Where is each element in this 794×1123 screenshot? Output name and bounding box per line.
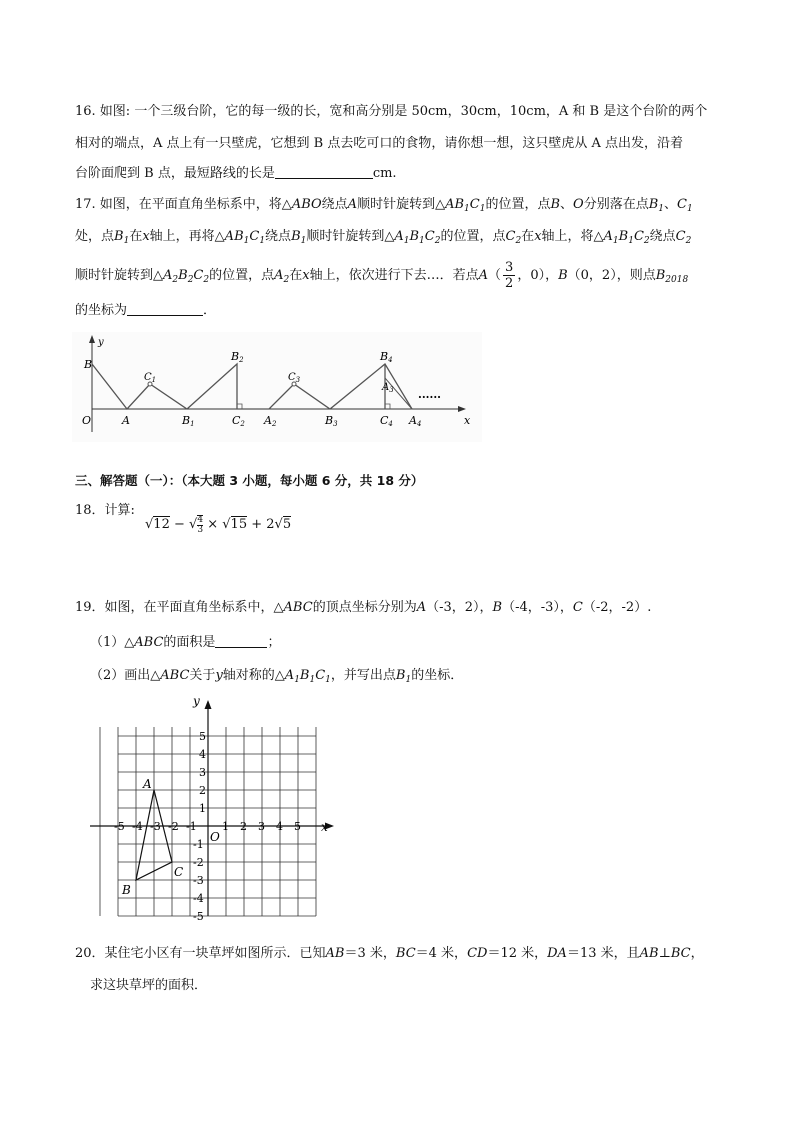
fig17-label-c3: $C_3$ bbox=[288, 372, 301, 384]
q19-text: 的坐标． bbox=[411, 668, 464, 683]
q17-math: $AB_1C_1$ bbox=[445, 197, 486, 214]
q17-math: x bbox=[142, 229, 150, 244]
sqrt-sign: √ bbox=[274, 517, 283, 532]
y-tick-label: 3 bbox=[199, 766, 206, 779]
q19-math: C bbox=[572, 600, 583, 615]
fig17-label-b3: B3 bbox=[325, 414, 338, 428]
q17-math: $C_1$ bbox=[677, 197, 693, 214]
q17-text: 的位置，点 bbox=[440, 229, 506, 244]
fig17-label-c2: C2 bbox=[232, 414, 245, 428]
q18-minus: − bbox=[173, 517, 185, 532]
q17-text: 的位置，点 bbox=[485, 197, 551, 212]
q19-math: $A_1B_1C_1$ bbox=[284, 668, 331, 685]
q17-math: B bbox=[550, 197, 561, 212]
fig17-label-o: O bbox=[82, 414, 92, 427]
q17-text: 绕点 bbox=[265, 229, 292, 244]
q19-coordinate-grid bbox=[90, 698, 340, 920]
q17-line1 bbox=[75, 197, 693, 213]
q17-text: 17. 如图，在平面直角坐标系中，将△ bbox=[75, 197, 292, 212]
y-tick-label: -3 bbox=[193, 874, 204, 887]
fig17-label-a3: $A_3$ bbox=[382, 382, 394, 394]
section3-heading: 三、解答题（一）：（本大题 3 小题，每小题 6 分，共 18 分） bbox=[75, 473, 424, 488]
q17-text: ，0）， bbox=[517, 268, 559, 283]
q17-fraction: $\frac{3}{2}$ bbox=[505, 260, 514, 291]
q19-text: （1）△ bbox=[90, 635, 135, 650]
q19-text: 19．如图，在平面直角坐标系中，△ bbox=[75, 600, 284, 615]
q20-math: DA bbox=[547, 946, 567, 961]
q19-math: A bbox=[416, 600, 427, 615]
q17-text: 顺时针旋转到△ bbox=[357, 197, 446, 212]
point-label-b: B bbox=[122, 883, 131, 897]
q19-math: $B_1$ bbox=[395, 668, 412, 685]
q19-answer-blank bbox=[215, 634, 267, 648]
q19-text: 关于 bbox=[189, 668, 216, 683]
q19-text: （-4，-3）， bbox=[502, 600, 573, 615]
q20-text: 20．某住宅小区有一块草坪如图所示．已知 bbox=[75, 946, 326, 961]
q17-text: 、 bbox=[560, 197, 574, 212]
q18-times: × bbox=[207, 517, 219, 532]
q17-text: 在 bbox=[521, 229, 535, 244]
y-axis-arrow-icon bbox=[205, 700, 212, 709]
q20-text: ＝3 米， bbox=[344, 946, 396, 961]
x-tick-label: 4 bbox=[276, 820, 283, 833]
q17-text: 的坐标为 bbox=[75, 303, 128, 318]
fig17-label-c4: C4 bbox=[380, 414, 393, 428]
q17-answer-blank bbox=[127, 302, 203, 316]
x-tick-label: 5 bbox=[294, 820, 301, 833]
fig17-label-y: y bbox=[98, 337, 104, 348]
q17-math: $A_1B_1C_2$ bbox=[603, 229, 650, 246]
q17-math: $B_1$ bbox=[648, 197, 665, 214]
fig17-ellipsis: ...... bbox=[418, 388, 441, 401]
q20-math: BC bbox=[670, 946, 691, 961]
point-label-a: A bbox=[143, 777, 152, 791]
x-tick-label: 2 bbox=[240, 820, 247, 833]
fig17-label-x: x bbox=[464, 414, 471, 427]
grid-label-x: x bbox=[321, 820, 328, 834]
q19-line1 bbox=[75, 600, 651, 616]
q17-text: 在 bbox=[129, 229, 143, 244]
q17-text: 处，点 bbox=[75, 229, 115, 244]
grid-label-origin: O bbox=[210, 830, 220, 844]
q16-unit: cm. bbox=[372, 166, 397, 181]
q19-math: ABC bbox=[160, 668, 190, 683]
x-tick-label: -3 bbox=[150, 820, 161, 833]
q19-text: （-3，2）， bbox=[426, 600, 493, 615]
q17-math: $A_1B_1C_2$ bbox=[394, 229, 441, 246]
fig17-label-a4: A4 bbox=[409, 414, 422, 428]
q17-text: 轴上，再将△ bbox=[149, 229, 225, 244]
y-tick-label: 1 bbox=[199, 802, 206, 815]
q17-math: ABO bbox=[291, 197, 322, 212]
q19-text: 轴对称的△ bbox=[222, 668, 285, 683]
q18-fraction: $\frac{4}{3}$ bbox=[197, 514, 204, 535]
fig17-label-a: A bbox=[122, 414, 130, 427]
q17-math: $B_1$ bbox=[114, 229, 130, 246]
q17-text: 绕点 bbox=[649, 229, 676, 244]
q19-text: ，并写出点 bbox=[330, 668, 396, 683]
q17-text: 的位置，点 bbox=[209, 268, 275, 283]
q17-math: $A_2B_2C_2$ bbox=[163, 268, 210, 285]
x-tick-label: -2 bbox=[168, 820, 179, 833]
sqrt-sign: √ bbox=[222, 517, 231, 532]
q18-plus: + 2 bbox=[251, 517, 275, 532]
q17-figure bbox=[72, 332, 482, 442]
y-tick-label: 4 bbox=[199, 748, 206, 761]
q18-radicand: 5 bbox=[282, 517, 292, 532]
y-tick-label: -1 bbox=[193, 838, 204, 851]
q17-text: 顺时针旋转到△ bbox=[75, 268, 163, 283]
q17-math: $B_{2018}$ bbox=[655, 268, 689, 285]
fig17-label-a2: A2 bbox=[264, 414, 277, 428]
y-tick-label: -2 bbox=[193, 856, 204, 869]
fig17-label-b1: B1 bbox=[182, 414, 195, 428]
q19-text: （-2，-2）. bbox=[582, 600, 652, 615]
q18-radicand: 12 bbox=[153, 517, 170, 532]
q20-text: ， bbox=[690, 946, 704, 961]
q20-line1 bbox=[75, 946, 704, 962]
q20-math: AB bbox=[639, 946, 659, 961]
q20-math: CD bbox=[467, 946, 488, 961]
q19-math: ABC bbox=[283, 600, 313, 615]
q20-text: ＝13 米，且 bbox=[566, 946, 640, 961]
q19-text: ； bbox=[267, 635, 281, 650]
q17-text: 轴上，将△ bbox=[541, 229, 604, 244]
q16-answer-blank bbox=[275, 165, 373, 179]
q17-math: x bbox=[534, 229, 542, 244]
q19-math: y bbox=[215, 668, 223, 683]
q16-line2: 相对的端点，A 点上有一只壁虎，它想到 B 点去吃可口的食物，请你想一想，这只壁虎从 A 点出发，沿着 bbox=[75, 136, 683, 151]
q17-math: $C_2$ bbox=[505, 229, 522, 246]
q19-text: 的面积是 bbox=[163, 635, 216, 650]
q17-text: 绕点 bbox=[321, 197, 348, 212]
q17-math: B bbox=[558, 268, 568, 283]
q17-math: A bbox=[347, 197, 358, 212]
q17-math: $AB_1C_1$ bbox=[224, 229, 266, 246]
y-tick-label: -4 bbox=[193, 892, 204, 905]
q17-text: 轴上，依次进行下去…．若点 bbox=[309, 268, 479, 283]
q17-text: 分别落在点 bbox=[583, 197, 649, 212]
q20-text: ＝12 米， bbox=[487, 946, 548, 961]
fig17-label-b4: B4 bbox=[380, 350, 393, 364]
q16-line1: 16. 如图: 一个三级台阶，它的每一级的长，宽和高分别是 50cm，30cm，10cm，A 和 B 是这个台阶的两个 bbox=[75, 104, 708, 119]
q19-sub2 bbox=[90, 668, 463, 684]
q17-line4 bbox=[75, 302, 216, 319]
q17-line2 bbox=[75, 229, 691, 245]
fig17-label-c1: $C_1$ bbox=[144, 372, 157, 384]
sqrt-sign: √ bbox=[145, 517, 154, 532]
q19-math: B bbox=[492, 600, 503, 615]
q17-line3 bbox=[75, 256, 688, 296]
q17-math: O bbox=[573, 197, 584, 212]
q18-label: 18．计算: bbox=[75, 503, 135, 518]
q17-text: ． bbox=[203, 303, 217, 318]
q19-sub1 bbox=[90, 634, 280, 651]
q19-math: ABC bbox=[134, 635, 164, 650]
q20-text: ＝4 米， bbox=[415, 946, 468, 961]
fig17-label-b: B bbox=[84, 358, 93, 371]
x-tick-label: -1 bbox=[186, 820, 197, 833]
q18-expression bbox=[145, 514, 291, 536]
q17-math: $A_2$ bbox=[274, 268, 290, 285]
x-tick-label: -4 bbox=[132, 820, 143, 833]
q17-text: （0，2），则点 bbox=[567, 268, 656, 283]
q17-math: x bbox=[302, 268, 310, 283]
point-label-c: C bbox=[174, 865, 184, 879]
q20-math: BC bbox=[395, 946, 416, 961]
q19-text: （2）画出△ bbox=[90, 668, 161, 683]
y-tick-label: 2 bbox=[199, 784, 206, 797]
q17-math: $B_1$ bbox=[291, 229, 307, 246]
x-tick-label: 1 bbox=[222, 820, 229, 833]
q20-text: ⊥ bbox=[658, 946, 671, 961]
q17-text: 在 bbox=[289, 268, 303, 283]
q17-text: （ bbox=[488, 268, 502, 283]
q16-line3 bbox=[75, 165, 397, 182]
x-tick-label: -5 bbox=[114, 820, 125, 833]
q17-math: $C_2$ bbox=[675, 229, 692, 246]
q18-radicand: 15 bbox=[230, 517, 248, 532]
sqrt-sign: √ bbox=[189, 517, 198, 532]
fig17-label-b2: B2 bbox=[231, 350, 244, 364]
q16-line3-text: 台阶面爬到 B 点，最短路线的长是 bbox=[75, 166, 275, 181]
q19-text: 的顶点坐标分别为 bbox=[312, 600, 417, 615]
y-tick-label: 5 bbox=[199, 730, 206, 743]
q20-math: AB bbox=[325, 946, 345, 961]
q17-text: 、 bbox=[664, 197, 678, 212]
q20-line2: 求这块草坪的面积． bbox=[90, 978, 208, 993]
grid-label-y: y bbox=[193, 698, 200, 708]
y-tick-label: -5 bbox=[193, 910, 204, 920]
x-tick-label: 3 bbox=[258, 820, 265, 833]
q17-text: 顺时针旋转到△ bbox=[306, 229, 395, 244]
q17-math: A bbox=[478, 268, 489, 283]
